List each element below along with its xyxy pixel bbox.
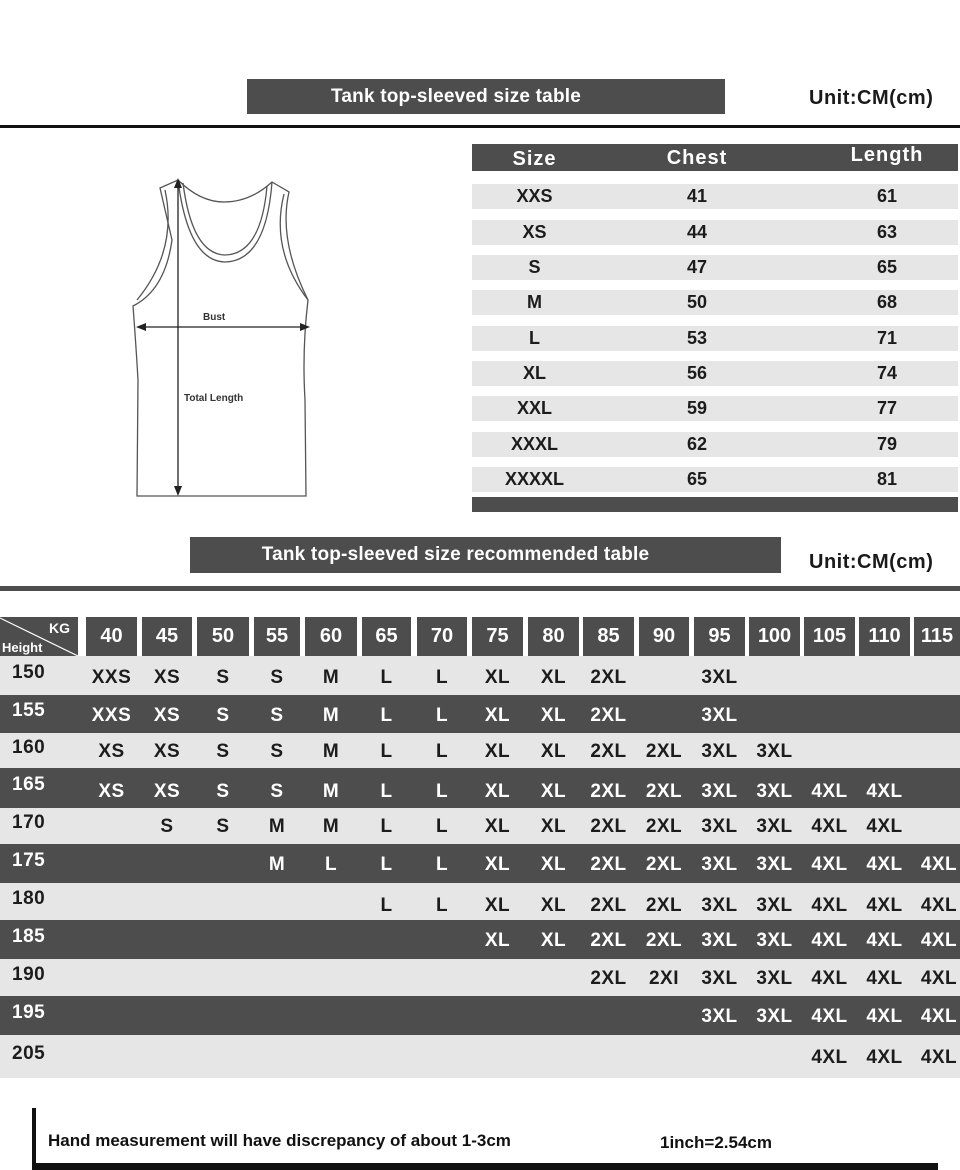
size-table-header <box>472 144 958 171</box>
size-recommendation-cell <box>305 961 357 996</box>
tank-top-illustration <box>120 170 330 500</box>
size-recommendation-cell: 4XL <box>811 967 848 989</box>
size-recommendation-cell <box>197 846 249 883</box>
size-recommendation-cell: 2XI <box>648 967 680 989</box>
header-length: Length <box>850 143 924 166</box>
size-recommendation-cell: M <box>268 816 286 837</box>
weight-header-cell: 95 <box>694 617 745 656</box>
size-recommendation-cell: 3XL <box>701 666 738 688</box>
size-cell: XXXL <box>510 434 558 454</box>
size-recommendation-cell: 4XL <box>866 1005 903 1027</box>
size-recommendation-cell: 2XL <box>645 894 683 916</box>
size-table-title-banner <box>247 79 725 114</box>
size-recommendation-cell: 2XL <box>590 781 627 802</box>
height-value: 190 <box>12 963 46 985</box>
size-recommendation-cell: L <box>435 781 449 802</box>
recommend-table-row <box>0 768 960 808</box>
size-recommendation-cell <box>639 660 689 695</box>
size-recommendation-cell: L <box>380 894 393 916</box>
size-recommendation-cell: 2XL <box>590 740 627 762</box>
bust-label: Bust <box>203 312 226 323</box>
size-recommendation-cell <box>914 699 960 733</box>
size-recommendation-cell <box>472 1037 523 1078</box>
size-recommendation-cell: XXS <box>91 705 132 726</box>
size-recommendation-cell <box>142 961 192 996</box>
tank-top-outline-icon <box>120 170 330 500</box>
size-recommendation-cell: XS <box>153 666 181 688</box>
size-recommendation-cell <box>362 922 411 959</box>
size-recommendation-cell: XL <box>484 929 511 951</box>
size-recommendation-cell: S <box>270 705 284 726</box>
size-recommendation-cell: 4XL <box>866 853 903 875</box>
size-recommendation-cell: 4XL <box>920 967 958 989</box>
section-divider-2 <box>0 586 960 591</box>
size-recommendation-cell <box>254 961 300 996</box>
size-table-unit: Unit:CM(cm) <box>809 87 934 109</box>
size-recommendation-cell <box>804 699 855 733</box>
size-recommendation-cell: XS <box>153 740 181 762</box>
size-recommendation-cell: 2XL <box>590 705 627 726</box>
size-recommendation-cell <box>254 1037 300 1078</box>
size-recommendation-cell: S <box>270 666 284 688</box>
size-recommendation-cell <box>362 961 411 996</box>
size-recommendation-cell: 3XL <box>756 967 793 989</box>
size-recommendation-cell <box>804 735 855 768</box>
chest-cell: 47 <box>686 257 708 277</box>
weight-header-cell: 55 <box>254 617 300 656</box>
weight-header-cell: 105 <box>804 617 855 656</box>
size-recommendation-cell: L <box>380 781 393 802</box>
chest-cell: 44 <box>686 222 708 242</box>
size-recommendation-cell <box>528 1037 579 1078</box>
size-recommendation-cell: S <box>216 781 230 802</box>
size-recommendation-cell: 4XL <box>811 816 848 837</box>
weight-header-cell: 50 <box>197 617 249 656</box>
chest-cell: 50 <box>686 292 708 312</box>
size-recommendation-cell: 3XL <box>756 816 793 837</box>
size-table-row <box>472 432 958 457</box>
size-recommendation-cell: XL <box>540 816 567 837</box>
size-recommendation-cell: 3XL <box>701 967 738 989</box>
size-recommendation-cell: M <box>322 666 340 688</box>
recommend-table-row <box>0 733 960 768</box>
size-recommendation-cell: 4XL <box>866 1046 903 1068</box>
size-recommendation-cell <box>914 660 960 695</box>
recommend-table-row <box>0 695 960 733</box>
size-recommendation-cell: XS <box>153 705 181 726</box>
chest-cell: 41 <box>686 186 708 206</box>
size-recommendation-cell: XL <box>540 740 567 762</box>
size-recommendation-cell: 3XL <box>756 853 793 875</box>
size-recommendation-cell: M <box>322 781 340 802</box>
size-recommendation-cell: XL <box>484 740 511 762</box>
size-recommendation-cell: L <box>380 666 393 688</box>
size-recommendation-cell: 4XL <box>811 781 848 802</box>
size-recommendation-cell: XS <box>153 781 181 802</box>
size-recommendation-cell <box>417 961 467 996</box>
size-recommendation-cell <box>639 1037 689 1078</box>
kg-label: KG <box>49 620 70 636</box>
length-cell: 68 <box>876 292 898 312</box>
inch-conversion: 1inch=2.54cm <box>660 1133 772 1152</box>
size-recommendation-cell <box>254 998 300 1035</box>
size-table-row <box>472 220 958 245</box>
size-cell: S <box>528 257 541 277</box>
recommend-table-row <box>0 920 960 959</box>
size-recommendation-cell: S <box>216 816 230 837</box>
size-recommendation-cell <box>417 1037 467 1078</box>
size-recommendation-cell: L <box>324 853 338 875</box>
size-recommendation-cell: L <box>435 816 449 837</box>
size-recommendation-cell: XL <box>484 705 511 726</box>
weight-header-cell: 85 <box>583 617 634 656</box>
size-recommendation-cell <box>305 891 357 920</box>
chest-cell: 65 <box>686 469 708 489</box>
size-table-row <box>472 255 958 280</box>
weight-header-cell: 100 <box>749 617 800 656</box>
size-table-row <box>472 396 958 421</box>
size-recommendation-cell: 4XL <box>920 853 958 875</box>
size-recommendation-cell <box>197 1037 249 1078</box>
size-recommendation-cell: L <box>435 740 449 762</box>
recommend-table-title: Tank top-sleeved size recommended table <box>261 544 650 565</box>
size-recommendation-cell: 2XL <box>645 816 683 837</box>
size-recommendation-cell: XL <box>484 816 511 837</box>
size-recommendation-cell: 2XL <box>590 967 627 989</box>
size-recommendation-cell <box>86 922 137 959</box>
size-recommendation-cell <box>417 922 467 959</box>
size-recommendation-cell: M <box>322 740 340 762</box>
size-recommendation-cell: 4XL <box>866 781 903 802</box>
size-recommendation-cell: 4XL <box>866 894 903 916</box>
size-recommendation-cell: L <box>380 705 393 726</box>
length-cell: 71 <box>876 328 898 348</box>
size-recommendation-cell <box>305 922 357 959</box>
size-cell: XXXXL <box>504 469 565 489</box>
size-recommendation-cell <box>914 810 960 844</box>
size-recommendation-cell <box>86 1037 137 1078</box>
size-cell: M <box>527 292 542 312</box>
size-recommendation-cell: XL <box>484 853 511 875</box>
chest-cell: 62 <box>686 434 708 454</box>
size-recommendation-cell <box>142 922 192 959</box>
size-recommendation-cell: 2XL <box>645 781 683 802</box>
size-recommendation-cell: XL <box>540 929 567 951</box>
size-recommendation-cell <box>528 998 579 1035</box>
header-size: Size <box>512 147 557 170</box>
size-recommendation-cell <box>86 891 137 920</box>
size-recommendation-cell: XL <box>540 705 567 726</box>
size-recommendation-cell: XL <box>540 853 567 875</box>
length-cell: 81 <box>876 469 898 489</box>
size-recommendation-cell: L <box>380 853 393 875</box>
size-recommendation-cell <box>142 998 192 1035</box>
size-recommendation-cell: 3XL <box>701 705 738 726</box>
height-label: Height <box>2 640 43 655</box>
size-cell: XXL <box>516 398 552 418</box>
weight-header-cell: 70 <box>417 617 467 656</box>
size-table-row <box>472 467 958 492</box>
size-recommendation-cell: 2XL <box>590 666 627 688</box>
size-recommendation-cell: 4XL <box>811 929 848 951</box>
height-value: 150 <box>12 661 46 683</box>
size-recommendation-cell: M <box>322 705 340 726</box>
recommend-table-title-banner <box>190 537 781 573</box>
size-recommendation-cell <box>472 998 523 1035</box>
size-recommendation-cell: XL <box>484 894 511 916</box>
weight-header-cell: 45 <box>142 617 192 656</box>
chest-cell: 56 <box>686 363 708 383</box>
size-recommendation-cell: L <box>435 853 449 875</box>
height-value: 180 <box>12 887 46 909</box>
total-length-label: Total Length <box>184 393 244 404</box>
size-recommendation-cell: 4XL <box>811 1046 848 1068</box>
size-recommendation-cell: 3XL <box>756 781 793 802</box>
size-recommendation-cell: L <box>435 894 449 916</box>
size-recommendation-cell: 2XL <box>645 929 683 951</box>
size-recommendation-cell <box>583 998 634 1035</box>
size-recommendation-cell <box>749 1037 800 1078</box>
size-recommendation-cell <box>583 1037 634 1078</box>
height-value: 205 <box>12 1042 46 1064</box>
size-recommendation-cell: 4XL <box>920 1005 958 1027</box>
size-recommendation-cell: XS <box>98 781 125 802</box>
size-table-row <box>472 326 958 351</box>
size-recommendation-cell: 4XL <box>811 853 848 875</box>
size-recommendation-cell: 4XL <box>920 1046 958 1068</box>
size-recommendation-cell <box>86 846 137 883</box>
size-recommendation-cell: 3XL <box>756 894 793 916</box>
length-cell: 65 <box>876 257 898 277</box>
size-recommendation-cell: 3XL <box>701 929 738 951</box>
size-recommendation-cell: XXS <box>91 666 132 688</box>
size-recommendation-cell: M <box>322 816 340 837</box>
size-recommendation-cell: S <box>160 816 174 837</box>
size-recommendation-cell: S <box>270 781 284 802</box>
footer-bottom-border <box>32 1163 938 1170</box>
size-recommendation-cell: 4XL <box>811 894 848 916</box>
size-recommendation-cell <box>804 660 855 695</box>
size-recommendation-cell <box>859 699 910 733</box>
corner-header-cell <box>0 617 78 656</box>
size-recommendation-cell <box>142 891 192 920</box>
weight-header-cell: 65 <box>362 617 411 656</box>
size-recommendation-cell <box>86 961 137 996</box>
size-recommendation-cell: S <box>216 705 230 726</box>
size-recommendation-cell <box>362 1037 411 1078</box>
height-value: 155 <box>12 700 46 721</box>
chest-cell: 59 <box>686 398 708 418</box>
size-recommendation-cell: 4XL <box>920 894 958 916</box>
size-recommendation-cell: 2XL <box>590 929 627 951</box>
size-recommendation-cell <box>197 922 249 959</box>
size-recommendation-cell: 3XL <box>756 1005 793 1027</box>
length-cell: 61 <box>876 186 898 206</box>
size-recommendation-cell <box>639 699 689 733</box>
chest-cell: 53 <box>686 328 708 348</box>
length-cell: 63 <box>876 222 898 242</box>
size-recommendation-cell <box>142 846 192 883</box>
weight-header-cell: 110 <box>859 617 910 656</box>
length-cell: 79 <box>876 434 898 454</box>
size-recommendation-cell: L <box>435 705 449 726</box>
weight-header-cell: 80 <box>528 617 579 656</box>
height-value: 165 <box>12 774 46 795</box>
size-recommendation-cell: XL <box>484 666 511 688</box>
size-recommendation-cell: 4XL <box>866 967 903 989</box>
weight-header-cell: 115 <box>914 617 960 656</box>
size-recommendation-cell: 3XL <box>701 816 738 837</box>
size-recommendation-cell: 3XL <box>701 740 738 762</box>
size-recommendation-cell <box>86 810 137 844</box>
size-recommendation-cell <box>197 961 249 996</box>
size-recommendation-cell: M <box>268 853 286 875</box>
size-cell: L <box>529 328 540 348</box>
size-recommendation-cell: XL <box>484 781 511 802</box>
height-value: 185 <box>12 925 46 947</box>
size-recommendation-cell <box>86 998 137 1035</box>
size-recommendation-cell: 3XL <box>756 740 793 762</box>
recommend-table-row <box>0 844 960 883</box>
size-cell: XS <box>522 222 547 242</box>
size-table-footer-bar <box>472 497 958 512</box>
size-recommendation-cell: 2XL <box>590 816 627 837</box>
recommend-table-row <box>0 883 960 920</box>
size-recommendation-cell <box>749 699 800 733</box>
size-recommendation-cell <box>694 1037 745 1078</box>
size-recommendation-cell: 3XL <box>756 929 793 951</box>
height-value: 175 <box>12 849 46 871</box>
size-recommendation-cell: S <box>216 740 230 762</box>
size-recommendation-cell: L <box>435 666 449 688</box>
weight-header-cell: 90 <box>639 617 689 656</box>
size-recommendation-cell <box>859 735 910 768</box>
size-recommendation-cell <box>417 998 467 1035</box>
size-recommendation-cell: 2XL <box>590 894 627 916</box>
size-recommendation-cell: 3XL <box>701 894 738 916</box>
size-recommendation-cell <box>914 735 960 768</box>
size-recommendation-cell: XL <box>540 894 567 916</box>
size-recommendation-cell <box>197 891 249 920</box>
size-recommendation-cell: 3XL <box>701 853 738 875</box>
size-recommendation-cell <box>254 922 300 959</box>
size-recommendation-cell: L <box>380 816 393 837</box>
size-recommendation-cell: 2XL <box>645 740 683 762</box>
recommend-table-row <box>0 1035 960 1078</box>
size-table-row <box>472 290 958 315</box>
measurement-note: Hand measurement will have discrepancy of about 1-3cm <box>48 1131 511 1150</box>
size-recommendation-cell: 3XL <box>701 781 738 802</box>
size-recommendation-cell <box>254 891 300 920</box>
recommend-table-row <box>0 996 960 1035</box>
length-cell: 74 <box>876 363 898 383</box>
height-value: 195 <box>12 1001 46 1023</box>
header-chest: Chest <box>666 146 728 169</box>
size-recommendation-cell: 2XL <box>590 853 627 875</box>
recommend-table-unit: Unit:CM(cm) <box>809 551 934 573</box>
size-recommendation-cell: 3XL <box>701 1005 738 1027</box>
size-recommendation-cell: 4XL <box>811 1005 848 1027</box>
size-recommendation-cell: XL <box>540 781 567 802</box>
weight-header-cell: 75 <box>472 617 523 656</box>
size-cell: XXS <box>516 186 553 206</box>
size-cell: XL <box>522 363 546 383</box>
size-recommendation-cell <box>859 660 910 695</box>
size-recommendation-cell: 4XL <box>866 929 903 951</box>
size-recommendation-cell <box>197 998 249 1035</box>
footer-left-border <box>32 1108 36 1168</box>
size-table-title: Tank top-sleeved size table <box>330 85 582 107</box>
size-recommendation-cell <box>305 998 357 1035</box>
recommend-table-row <box>0 959 960 996</box>
size-recommendation-cell <box>362 998 411 1035</box>
size-recommendation-cell <box>528 961 579 996</box>
height-value: 160 <box>12 736 46 758</box>
size-recommendation-cell: 4XL <box>920 929 958 951</box>
length-cell: 77 <box>876 398 898 418</box>
size-recommendation-cell: S <box>216 666 230 688</box>
size-recommendation-cell <box>142 1037 192 1078</box>
size-recommendation-cell: 2XL <box>645 853 683 875</box>
size-table-row <box>472 184 958 209</box>
size-recommendation-cell: XL <box>540 666 567 688</box>
size-recommendation-cell <box>472 961 523 996</box>
size-recommendation-cell: 4XL <box>866 816 903 837</box>
size-recommendation-cell <box>305 1037 357 1078</box>
recommend-table-row <box>0 656 960 695</box>
section-divider <box>0 125 960 128</box>
recommend-table-row <box>0 808 960 844</box>
weight-header-cell: 60 <box>305 617 357 656</box>
size-recommendation-cell <box>639 998 689 1035</box>
size-recommendation-cell: S <box>270 740 284 762</box>
weight-header-cell: 40 <box>86 617 137 656</box>
size-recommendation-cell: L <box>380 740 393 762</box>
size-recommendation-cell <box>749 660 800 695</box>
size-table-row <box>472 361 958 386</box>
size-recommendation-cell: XS <box>98 740 125 762</box>
size-recommendation-cell <box>914 776 960 808</box>
height-value: 170 <box>12 812 46 833</box>
